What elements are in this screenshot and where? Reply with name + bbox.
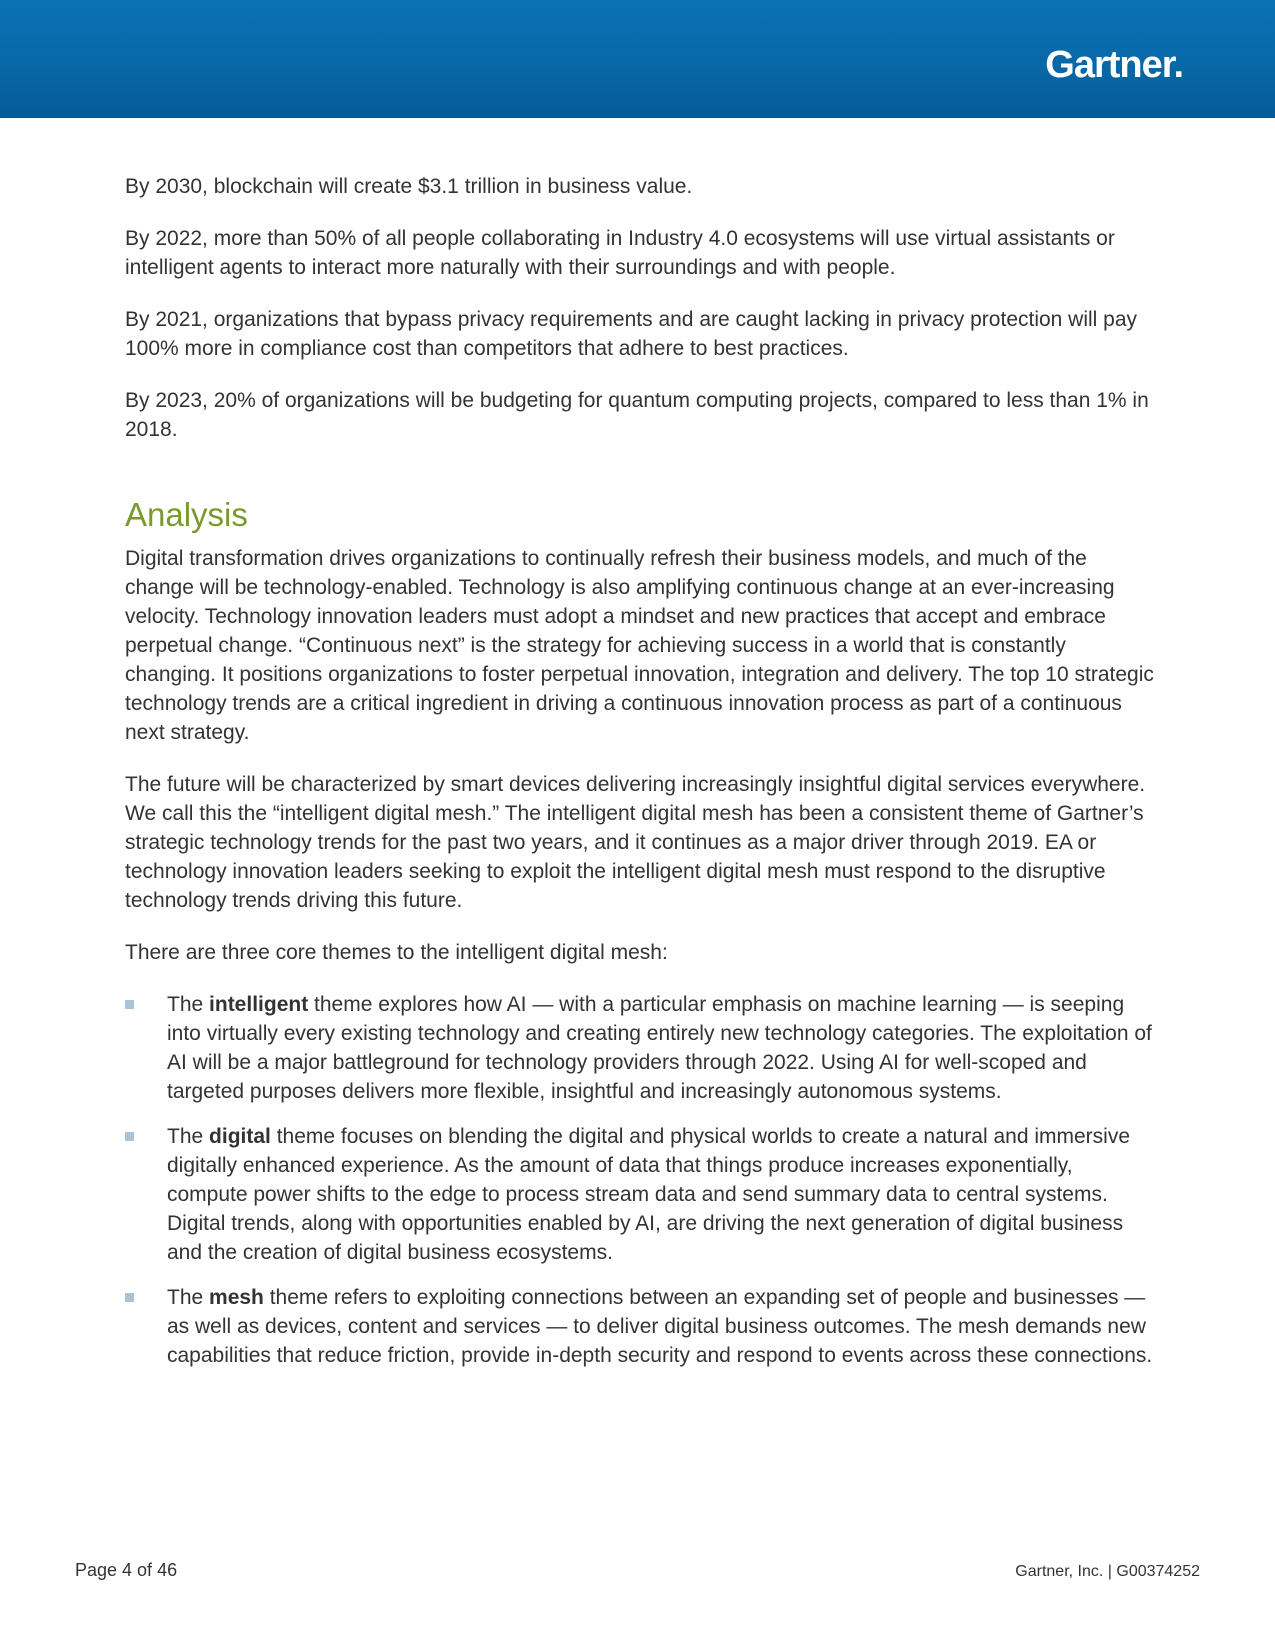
logo-dot: . bbox=[1173, 44, 1183, 86]
prediction-paragraph: By 2021, organizations that bypass privacy requirements and are caught lacking in privacy protection will pay 100% more in compliance cost than competitors that adhere to best practices. bbox=[125, 308, 1138, 360]
theme-prefix: The bbox=[167, 1125, 210, 1148]
analysis-paragraph: Digital transformation drives organizations to continually refresh their business models, and much of the change will be technology-enabled. Technology is also amplifying continuous change at an ever-increasing velocity. Technology innovation leaders must adopt a mindset and new practices that accept and embrace perpetual change. “Continuous next” is the strategy for achieving success in a world that is constantly changing. It positions organizations to foster perpetual innovation, integration and delivery. The top 10 strategic technology trends are a critical ingredient in driving a continuous innovation process as part of a continuous next strategy. bbox=[125, 547, 1154, 744]
theme-text: theme explores how AI — with a particular emphasis on machine learning — is seeping into virtually every existing technology and creating entirely new technology categories. The exploitation of AI will be a major battleground for technology providers through 2022. Using AI for well-scoped and targeted purposes delivers more flexible, insightful and increasingly autonomous systems. bbox=[167, 993, 1152, 1103]
prediction-paragraph: By 2030, blockchain will create $3.1 trillion in business value. bbox=[125, 175, 693, 198]
prediction-paragraph: By 2022, more than 50% of all people collaborating in Industry 4.0 ecosystems will use virtual assistants or intelligent agents to interact more naturally with their surroundings and with people. bbox=[125, 227, 1115, 279]
page-content bbox=[125, 172, 1155, 1386]
theme-keyword: mesh bbox=[209, 1286, 264, 1309]
theme-text: theme refers to exploiting connections between an expanding set of people and businesses — as well as devices, content and services — to deliver digital business outcomes. The mesh demands new capabilities that reduce friction, provide in-depth security and respond to events across these connections. bbox=[167, 1286, 1153, 1367]
list-item bbox=[125, 990, 1155, 1106]
theme-keyword: intelligent bbox=[209, 993, 309, 1016]
list-item bbox=[125, 1283, 1155, 1370]
theme-keyword: digital bbox=[209, 1125, 271, 1148]
square-bullet-icon bbox=[125, 1000, 134, 1009]
theme-prefix: The bbox=[167, 1286, 210, 1309]
prediction-paragraph: By 2023, 20% of organizations will be budgeting for quantum computing projects, compared to less than 1% in 2018. bbox=[125, 389, 1149, 441]
theme-text: theme focuses on blending the digital and physical worlds to create a natural and immersive digitally enhanced experience. As the amount of data that things produce increases exponentially, compute power shifts to the edge to process stream data and send summary data to central systems. Digital trends, along with opportunities enabled by AI, are driving the next generation of digital business and the creation of digital business ecosystems. bbox=[167, 1125, 1131, 1264]
theme-prefix: The bbox=[167, 993, 210, 1016]
analysis-paragraph: The future will be characterized by smart devices delivering increasingly insightful digital services everywhere. We call this the “intelligent digital mesh.” The intelligent digital mesh has been a consistent theme of Gartner’s strategic technology trends for the past two years, and it continues as a major driver through 2019. EA or technology innovation leaders seeking to exploit the intelligent digital mesh must respond to the disruptive technology trends driving this future. bbox=[125, 773, 1146, 912]
analysis-paragraph: There are three core themes to the intelligent digital mesh: bbox=[125, 941, 668, 964]
gartner-logo bbox=[1045, 46, 1183, 84]
header-band bbox=[0, 0, 1275, 118]
square-bullet-icon bbox=[125, 1293, 134, 1302]
page-number: Page 4 of 46 bbox=[75, 1560, 178, 1580]
analysis-heading: Analysis bbox=[125, 496, 248, 533]
themes-list bbox=[125, 990, 1155, 1370]
square-bullet-icon bbox=[125, 1132, 134, 1141]
document-id: Gartner, Inc. | G00374252 bbox=[1015, 1563, 1200, 1580]
logo-text: Gartner bbox=[1045, 44, 1174, 86]
list-item bbox=[125, 1122, 1155, 1267]
